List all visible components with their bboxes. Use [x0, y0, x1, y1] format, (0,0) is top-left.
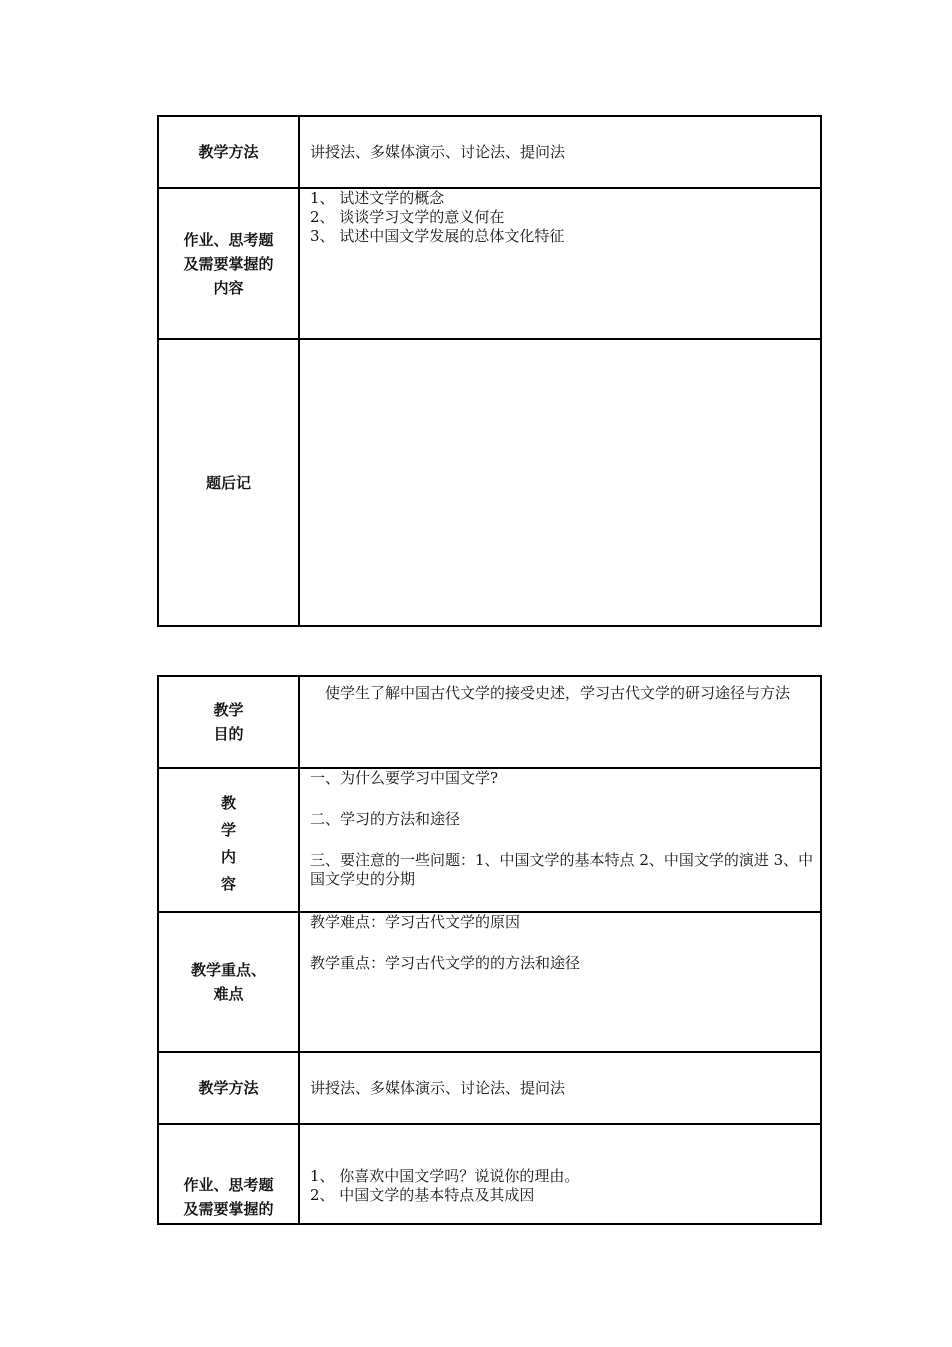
row-postscript	[158, 339, 821, 626]
lesson-table-1	[157, 115, 822, 627]
homework-item: 1、 你喜欢中国文学吗？说说你的理由。	[310, 1167, 580, 1185]
row-objective	[158, 676, 821, 768]
homework-item: 3、 试述中国文学发展的总体文化特征	[310, 227, 565, 245]
teaching-content-list	[299, 768, 821, 912]
homework-label: 作业、思考题 及需要掌握的	[158, 1124, 299, 1224]
content-item: 一、为什么要学习中国文学?	[310, 769, 499, 787]
row-teaching-method	[158, 116, 821, 188]
homework-list	[299, 188, 821, 339]
keypoint-item: 教学重点：学习古代文学的的方法和途径	[310, 954, 581, 972]
row-teaching-method-2	[158, 1052, 821, 1124]
objective-label: 教学 目的	[158, 676, 299, 768]
content-item: 二、学习的方法和途径	[310, 810, 461, 828]
row-homework-2	[158, 1124, 821, 1224]
teaching-content-label: 教 学 内 容	[158, 768, 299, 912]
lesson-table-2	[157, 675, 822, 1225]
homework-list	[299, 1124, 821, 1224]
teaching-method-text: 讲授法、多媒体演示、讨论法、提问法	[299, 1052, 821, 1124]
content-item: 三、要注意的一些问题：1、中国文学的基本特点 2、中国文学的演进 3、中国文学史的分期	[310, 851, 814, 888]
teaching-method-text: 讲授法、多媒体演示、讨论法、提问法	[299, 116, 821, 188]
teaching-method-label: 教学方法	[158, 1052, 299, 1124]
row-homework	[158, 188, 821, 339]
postscript-content	[299, 339, 821, 626]
keypoints-label: 教学重点、 难点	[158, 912, 299, 1052]
row-keypoints	[158, 912, 821, 1052]
postscript-label: 题后记	[158, 339, 299, 626]
homework-label: 作业、思考题 及需要掌握的 内容	[158, 188, 299, 339]
objective-text: 使学生了解中国古代文学的接受史述，学习古代文学的研习途径与方法	[299, 676, 821, 768]
homework-item: 2、 中国文学的基本特点及其成因	[310, 1186, 535, 1204]
row-teaching-content	[158, 768, 821, 912]
homework-item: 2、 谈谈学习文学的意义何在	[310, 208, 505, 226]
keypoints-list	[299, 912, 821, 1052]
homework-item: 1、 试述文学的概念	[310, 189, 445, 207]
keypoint-item: 教学难点：学习古代文学的原因	[310, 913, 521, 931]
teaching-method-label: 教学方法	[158, 116, 299, 188]
